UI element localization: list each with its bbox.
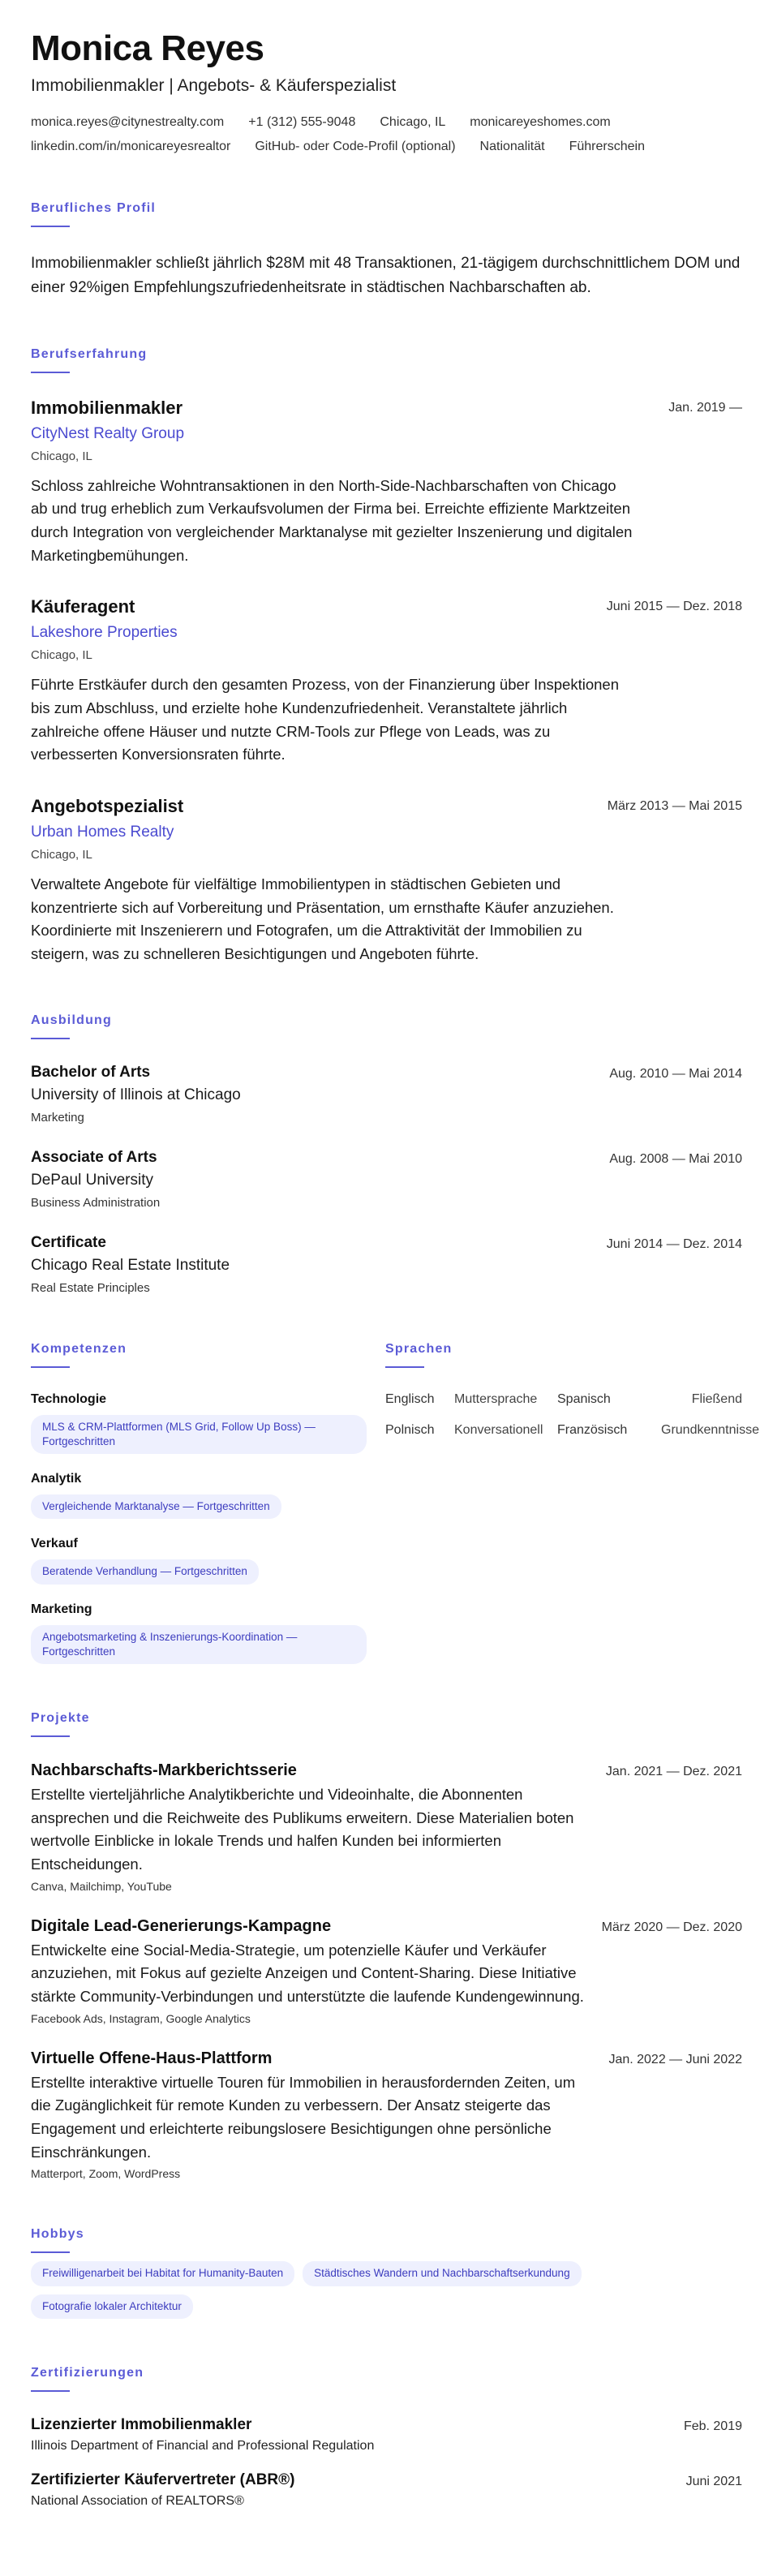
project-tools: Facebook Ads, Instagram, Google Analytics (31, 2011, 251, 2025)
degree-title: Associate of Arts (31, 1148, 157, 1166)
education-entry (31, 1064, 742, 1125)
language-name: Französisch (557, 1422, 628, 1437)
profile-section (31, 201, 742, 299)
project-description: Entwickelte eine Social-Media-Strategie, um potenzielle Käufer und Verkäufer anzuziehen, mit Fokus auf gezielte Anzeigen und Content-Sharing. Diese Initiative stärkte Community-Verbindungen und unterstützte die laufende Kundengewinnung. (31, 1941, 584, 2006)
skill-category: Analytik (31, 1472, 82, 1486)
company-name: Lakeshore Properties (31, 624, 178, 642)
job-description: Führte Erstkäufer durch den gesamten Prozess, von der Finanzierung über Inspektionen bis zum Abschluss, und erzielte hohe Kundenzufriedenheit. Veranstaltete jährlich zahlreiche offene Häuser und nutzte CRM-Tools zur Pflege von Leads, was zu verbesserten Konversionsraten führte. (31, 676, 619, 763)
job-description: Schloss zahlreiche Wohntransaktionen in den North-Side-Nachbarschaften von Chicago ab und trug erheblich zum Verkaufsvolumen der Firma bei. Erreichte effiziente Marktzeiten durch Integration von vergleichender Marktanalyse mit gezielter Inszenierung und digitalen Marketingbemühungen. (31, 476, 633, 564)
skills-languages-row (31, 1341, 759, 1664)
certification-date: Feb. 2019 (683, 2419, 742, 2433)
hobby-list (31, 2261, 742, 2318)
skill-chip: Vergleichende Marktanalyse — Fortgeschritten (31, 1494, 281, 1519)
education-dates: Juni 2014 — Dez. 2014 (606, 1236, 742, 1251)
job-title: Käuferagent (31, 596, 135, 617)
experience-entry (31, 596, 742, 767)
project-entry (31, 1917, 742, 2025)
section-title: Kompetenzen (31, 1341, 127, 1356)
experience-section (31, 347, 742, 966)
project-tools: Canva, Mailchimp, YouTube (31, 1879, 172, 1893)
certification-date: Juni 2021 (685, 2474, 742, 2488)
section-divider (31, 2251, 70, 2253)
skill-group (31, 1537, 385, 1584)
project-title: Digitale Lead-Generierungs-Kampagne (31, 1916, 332, 1935)
resume-header (31, 29, 742, 154)
section-title: Zertifizierungen (31, 2365, 144, 2380)
languages-section (385, 1341, 759, 1664)
language-level: Konversationell (454, 1422, 543, 1437)
study-field: Marketing (31, 1110, 84, 1125)
contact-linkedin[interactable]: linkedin.com/in/monicareyesrealtor (31, 140, 231, 154)
school-name: Chicago Real Estate Institute (31, 1256, 230, 1274)
project-entry (31, 1761, 742, 1893)
company-name: CityNest Realty Group (31, 424, 185, 442)
certification-entry (31, 2471, 742, 2509)
project-title: Virtuelle Offene-Haus-Plattform (31, 2049, 273, 2067)
contact-phone[interactable]: +1 (312) 555-9048 (248, 115, 356, 130)
education-dates: Aug. 2010 — Mai 2014 (609, 1066, 742, 1081)
school-name: DePaul University (31, 1171, 153, 1189)
job-location: Chicago, IL (31, 449, 92, 463)
skill-group (31, 1392, 385, 1454)
project-dates: März 2020 — Dez. 2020 (601, 1920, 742, 1934)
job-title: Immobilienmakler (31, 397, 183, 418)
education-section (31, 1013, 742, 1295)
contact-github: GitHub- oder Code-Profil (optional) (255, 140, 456, 154)
experience-entry (31, 796, 742, 966)
project-dates: Jan. 2021 — Dez. 2021 (605, 1765, 742, 1779)
section-divider (31, 372, 70, 373)
study-field: Real Estate Principles (31, 1280, 150, 1295)
study-field: Business Administration (31, 1195, 161, 1210)
certification-issuer: National Association of REALTORS® (31, 2493, 244, 2508)
job-dates: Juni 2015 — Dez. 2018 (606, 600, 742, 614)
language-name: Spanisch (557, 1391, 611, 1406)
project-dates: Jan. 2022 — Juni 2022 (608, 2052, 742, 2066)
education-entry (31, 1149, 742, 1210)
section-divider (31, 226, 70, 227)
degree-title: Bachelor of Arts (31, 1063, 151, 1081)
contact-location: Chicago, IL (380, 115, 446, 130)
job-description: Verwaltete Angebote für vielfältige Immobilientypen in städtischen Gebieten und konzentrierte sich auf Vorbereitung und Präsentation, um ernsthafte Käufer anzuziehen. Koordinierte mit Inszenierern und Fotografen, um die Attraktivität der Immobilien zu steigern, was zu schnelleren Besichtigungen und Angeboten führte. (31, 875, 614, 963)
section-title: Berufliches Profil (31, 201, 157, 216)
contact-nationality: Nationalität (479, 140, 545, 154)
skill-category: Marketing (31, 1602, 92, 1616)
hobbies-section (31, 2227, 742, 2318)
certification-title: Lizenzierter Immobilienmakler (31, 2415, 252, 2433)
skill-group (31, 1472, 385, 1519)
contact-website[interactable]: monicareyeshomes.com (470, 115, 611, 130)
certification-entry (31, 2416, 742, 2453)
job-title: Angebotspezialist (31, 796, 184, 817)
hobby-chip: Freiwilligenarbeit bei Habitat for Humanity-Bauten (31, 2261, 294, 2286)
projects-section (31, 1711, 742, 2180)
degree-title: Certificate (31, 1233, 106, 1251)
school-name: University of Illinois at Chicago (31, 1086, 241, 1103)
contact-license: Führerschein (569, 140, 645, 154)
hobby-chip: Städtisches Wandern und Nachbarschaftserkundung (303, 2261, 581, 2286)
certification-issuer: Illinois Department of Financial and Professional Regulation (31, 2438, 375, 2453)
section-title: Hobbys (31, 2227, 84, 2242)
project-entry (31, 2049, 742, 2181)
candidate-headline: Immobilienmakler | Angebots- & Käuferspezialist (31, 76, 397, 96)
skill-chip: Angebotsmarketing & Inszenierungs-Koordination — Fortgeschritten (31, 1625, 367, 1664)
certification-title: Zertifizierter Käufervertreter (ABR®) (31, 2471, 295, 2488)
section-divider (31, 1366, 70, 1368)
job-dates: Jan. 2019 — (668, 400, 742, 415)
language-name: Englisch (385, 1391, 435, 1406)
section-title: Projekte (31, 1711, 90, 1726)
skill-chip: MLS & CRM-Plattformen (MLS Grid, Follow Up Boss) — Fortgeschritten (31, 1415, 367, 1454)
education-entry (31, 1234, 742, 1295)
job-location: Chicago, IL (31, 848, 92, 862)
section-title: Berufserfahrung (31, 346, 148, 361)
experience-entry (31, 398, 742, 568)
skill-category: Technologie (31, 1391, 107, 1406)
project-title: Nachbarschafts-Markberichtsserie (31, 1761, 297, 1780)
company-name: Urban Homes Realty (31, 824, 174, 841)
language-name: Polnisch (385, 1422, 435, 1437)
section-divider (31, 2390, 70, 2392)
section-divider (31, 1735, 70, 1737)
candidate-name: Monica Reyes (31, 28, 264, 68)
hobby-chip: Fotografie lokaler Architektur (31, 2294, 193, 2319)
job-dates: März 2013 — Mai 2015 (607, 799, 742, 814)
skills-section (31, 1342, 385, 1664)
section-title: Ausbildung (31, 1013, 112, 1027)
project-description: Erstellte interaktive virtuelle Touren für Immobilien in herausfordernden Zeiten, um die Zugänglichkeit für remote Kunden zu verbessern. Der Ansatz steigerte das Engagement und erleichterte reibungslosere Besichtigungen ohne persönliche Einschränkungen. (31, 2073, 576, 2161)
profile-summary: Immobilienmakler schließt jährlich $28M mit 48 Transaktionen, 21-tägigem durchschnittlichem DOM und einer 92%igen Empfehlungszufriedenheitsrate in städtischen Nachbarschaften ab. (31, 255, 741, 297)
language-level: Grundkenntnisse (661, 1422, 759, 1437)
section-divider (31, 1038, 70, 1039)
certifications-section (31, 2366, 742, 2509)
language-level: Fließend (691, 1391, 742, 1406)
section-divider (385, 1366, 424, 1368)
contact-email[interactable]: monica.reyes@citynestrealty.com (31, 115, 225, 130)
skill-category: Verkauf (31, 1537, 78, 1551)
project-description: Erstellte vierteljährliche Analytikberichte und Videoinhalte, die Abonnenten ansprechen und die Reichweite des Publikums erweitern. Diese Materialien boten wertvolle Einblicke in lokale Trends und halfen Kunden bei informierten Entscheidungen. (31, 1786, 574, 1873)
section-title: Sprachen (385, 1341, 453, 1356)
project-tools: Matterport, Zoom, WordPress (31, 2167, 181, 2181)
language-level: Muttersprache (454, 1391, 538, 1406)
skill-group (31, 1602, 385, 1664)
contact-info (31, 115, 742, 154)
education-dates: Aug. 2008 — Mai 2010 (609, 1151, 742, 1166)
skill-chip: Beratende Verhandlung — Fortgeschritten (31, 1559, 259, 1584)
language-list (385, 1391, 759, 1438)
job-location: Chicago, IL (31, 648, 92, 663)
